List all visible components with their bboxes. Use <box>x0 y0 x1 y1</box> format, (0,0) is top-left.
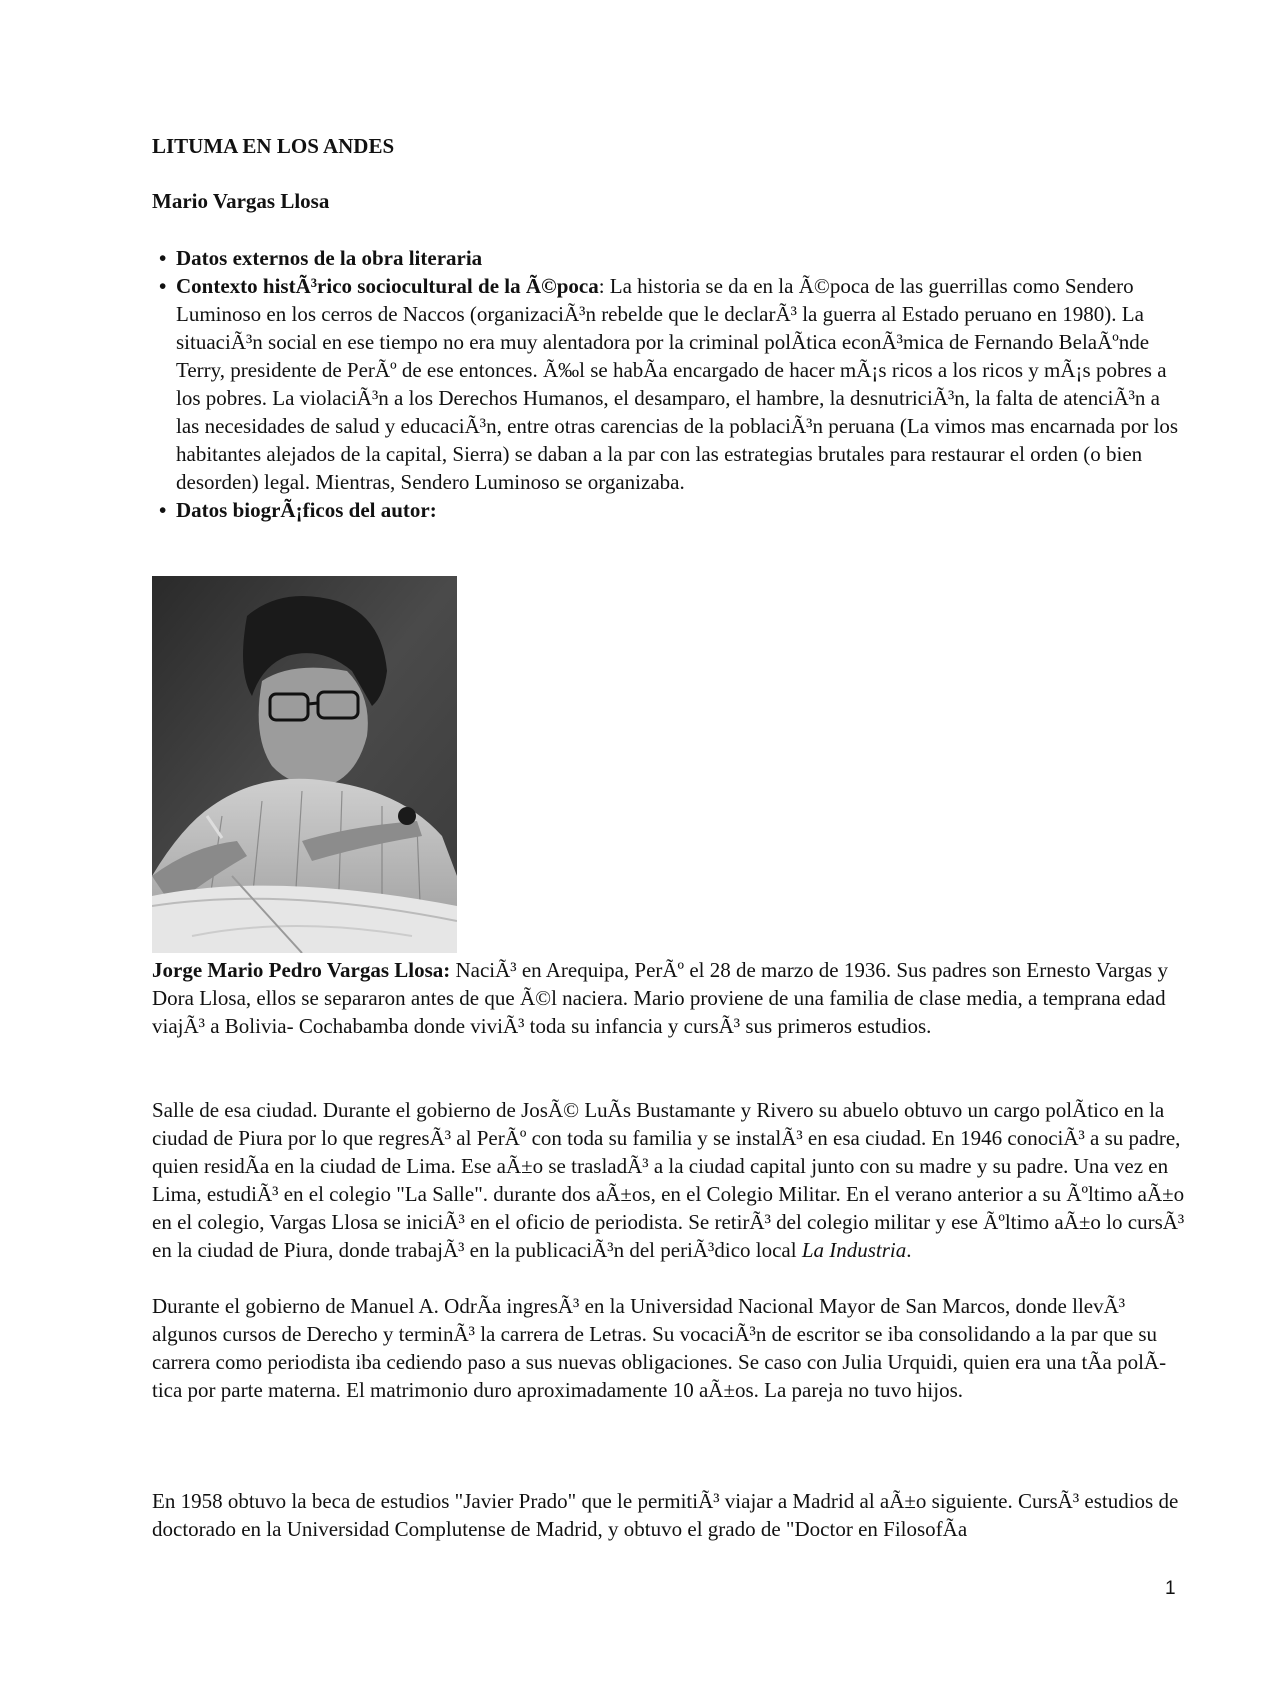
list-item <box>152 496 1182 524</box>
paragraph-end: . <box>906 1238 912 1262</box>
paragraph-heading: Jorge Mario Pedro Vargas Llosa: <box>152 958 451 982</box>
bullet-text: : La historia se da en la Ã©poca de las guerrillas como Sendero Luminoso en los cerros de Naccos (organizaciÃ³n rebelde que le declarÃ³ la guerra al Estado peruano en 1980). La situaciÃ³n social en ese tiempo no era muy alentadora por la criminal polÃtica econÃ³mica de Fernando BelaÃºnde Terry, presidente de PerÃº de ese entonces. Ã‰l se habÃa encargado de hacer mÃ¡s ricos a los ricos y mÃ¡s pobres a los pobres. La violaciÃ³n a los Derechos Humanos, el desamparo, el hambre, la desnutriciÃ³n, la falta de atenciÃ³n a las necesidades de salud y educaciÃ³n, entre otras carencias de la poblaciÃ³n peruana (La vimos mas encarnada por los habitantes alejados de la capital, Sierra) se daban a la par con las estrategias brutales para restaurar el orden (o bien desorden) legal. Mientras, Sendero Luminoso se organizaba. <box>176 274 1179 494</box>
paragraph: Durante el gobierno de Manuel A. OdrÃa ingresÃ³ en la Universidad Nacional Mayor de San Marcos, donde llevÃ³ algunos cursos de Derecho y terminÃ³ la carrera de Letras. Su vocaciÃ³n de escritor se iba consolidando a la par que su carrera como periodista iba cediendo paso a sus nuevas obligaciones. Se caso con Julia Urquidi, quien era una tÃa polÃtica por parte materna. El matrimonio duro aproximadamente 10 aÃ±os. La pareja no tuvo hijos. <box>152 1294 1167 1402</box>
list-item <box>152 272 1182 496</box>
author-photo <box>152 576 457 953</box>
paragraph <box>152 956 1187 1040</box>
bullet-heading: Contexto histÃ³rico sociocultural de la Ã©poca <box>176 274 599 298</box>
paragraph-text: Salle de esa ciudad. Durante el gobierno de JosÃ© LuÃs Bustamante y Rivero su abuelo obtuvo un cargo polÃtico en la ciudad de Piura por lo que regresÃ³ al PerÃº con toda su familia y se instalÃ³ en esa ciudad. En 1946 conociÃ³ a su padre, quien residÃa en la ciudad de Lima. Ese aÃ±o se trasladÃ³ a la ciudad capital junto con su madre y su padre. Una vez en Lima, estudiÃ³ en el colegio "La Salle". durante dos aÃ±os, en el Colegio Militar. En el verano anterior a su Ãºltimo aÃ±o en el colegio, Vargas Llosa se iniciÃ³ en el oficio de periodista. Se retirÃ³ del colegio militar y ese Ãºltimo aÃ±o lo cursÃ³ en la ciudad de Piura, donde trabajÃ³ en la publicaciÃ³n del periÃ³dico local <box>152 1098 1185 1262</box>
paragraph: En 1958 obtuvo la beca de estudios "Javier Prado" que le permitiÃ³ viajar a Madrid al aÃ±o siguiente. CursÃ³ estudios de doctorado en la Universidad Complutense de Madrid, y obtuvo el grado de "Doctor en FilosofÃa <box>152 1489 1179 1541</box>
page-number: 1 <box>1165 1578 1176 1599</box>
document-title: LITUMA EN LOS ANDES <box>152 134 395 158</box>
paragraph <box>152 1096 1187 1264</box>
bullet-list <box>152 244 1182 524</box>
bullet-heading: Datos biogrÃ¡ficos del autor: <box>176 498 437 522</box>
paragraph-text: NaciÃ³ en Arequipa, PerÃº el 28 de marzo de 1936. Sus padres son Ernesto Vargas y Dora Llosa, ellos se separaron antes de que Ã©l naciera. Mario proviene de una familia de clase media, a temprana edad viajÃ³ a Bolivia- Cochabamba donde viviÃ³ toda su infancia y cursÃ³ sus primeros estudios. <box>152 958 1168 1038</box>
list-item <box>152 244 1182 272</box>
newspaper-name: La Industria <box>801 1238 907 1262</box>
bullet-icon: • <box>159 498 167 522</box>
bullet-heading: Datos externos de la obra literaria <box>176 246 483 270</box>
document-author: Mario Vargas Llosa <box>152 189 330 213</box>
bullet-icon: • <box>159 274 167 298</box>
bullet-icon: • <box>159 246 167 270</box>
